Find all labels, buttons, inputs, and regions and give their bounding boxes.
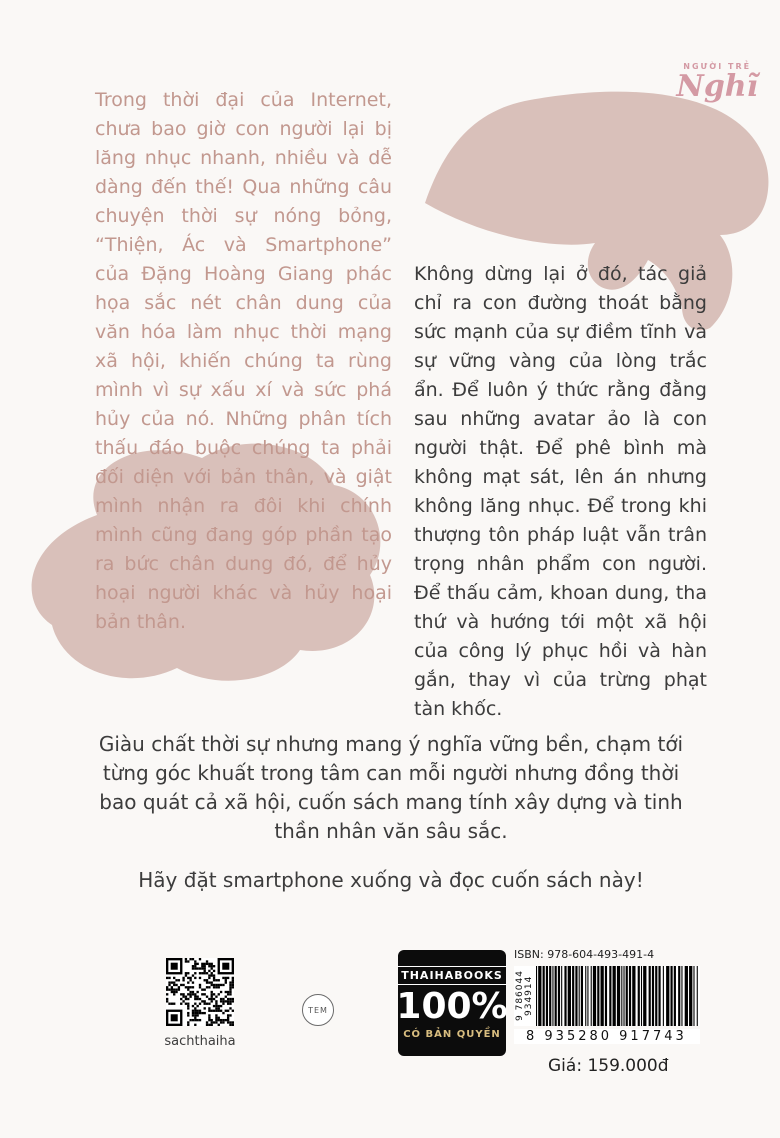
badge-percent: 100% bbox=[396, 986, 508, 1028]
left-paragraph: Trong thời đại của Internet, chưa bao giờ con người lại bị lăng nhục nhanh, nhiều và dễ dàng đến thế! Qua những câu chuyện thời sự nóng bỏng, “Thiện, Ác và Smartphone” của Đặng Hoàng Giang phác họa sắc nét chân dung của văn hóa làm nhục thời mạng xã hội, khiến chúng ta rùng mình vì sự xấu xí và sức phá hủy của nó. Những phân tích thấu đáo buộc chúng ta phải đối diện với bản thân, và giật mình nhận ra đôi khi chính mình cũng đang góp phần tạo ra bức chân dung đó, để hủy hoại người khác và hủy hoại bản thân. bbox=[95, 89, 392, 633]
right-paragraph: Không dừng lại ở đó, tác giả chỉ ra con đường thoát bằng sức mạnh của sự điềm tĩnh và sự vững vàng của lòng trắc ẩn. Để luôn ý thức rằng đằng sau những avatar ảo là con người thật. Để phê bình mà không mạt sát, lên án nhưng không lăng nhục. Để trong khi thượng tôn pháp luật vẫn trân trọng nhân phẩm con người. Để thấu cảm, khoan dung, tha thứ và hướng tới một xã hội của công lý phục hồi và hàn gắn, thay vì của trừng phạt tàn khốc. bbox=[414, 263, 707, 720]
qr-caption: sachthaiha bbox=[164, 1034, 236, 1049]
footer bbox=[0, 930, 780, 1138]
badge-brand: THAIHABOOKS bbox=[397, 966, 507, 985]
series-logo-name: Nghĩ bbox=[676, 69, 758, 104]
call-to-action: Hãy đặt smartphone xuống và đọc cuốn sách này! bbox=[138, 868, 644, 892]
barcode-number: 8 935280 917743 bbox=[514, 1029, 700, 1044]
price: Giá: 159.000đ bbox=[548, 1056, 669, 1076]
isbn-label: ISBN: 978-604-493-491-4 bbox=[514, 948, 655, 961]
copyright-badge bbox=[398, 950, 506, 1056]
badge-caption: CÓ BẢN QUYỀN bbox=[403, 1028, 501, 1040]
stamp-circle bbox=[302, 994, 334, 1026]
qr-code-icon bbox=[166, 958, 234, 1026]
barcode-vertical-number: 9 786044 934914 bbox=[515, 970, 534, 1022]
qr-block bbox=[160, 958, 240, 1049]
summary-paragraph: Giàu chất thời sự nhưng mang ý nghĩa vững bền, chạm tới từng góc khuất trong tâm can mỗi người nhưng đồng thời bao quát cả xã hội, cuốn sách mang tính xây dựng và tinh thần nhân văn sâu sắc. bbox=[98, 732, 684, 843]
barcode bbox=[514, 966, 700, 1026]
barcode-icon bbox=[536, 966, 700, 1026]
barcode-block bbox=[514, 948, 700, 1076]
series-logo-top-text: NGƯỜI TRẺ bbox=[683, 62, 752, 71]
stamp-label: TEM bbox=[308, 1005, 328, 1015]
series-logo bbox=[676, 62, 758, 103]
